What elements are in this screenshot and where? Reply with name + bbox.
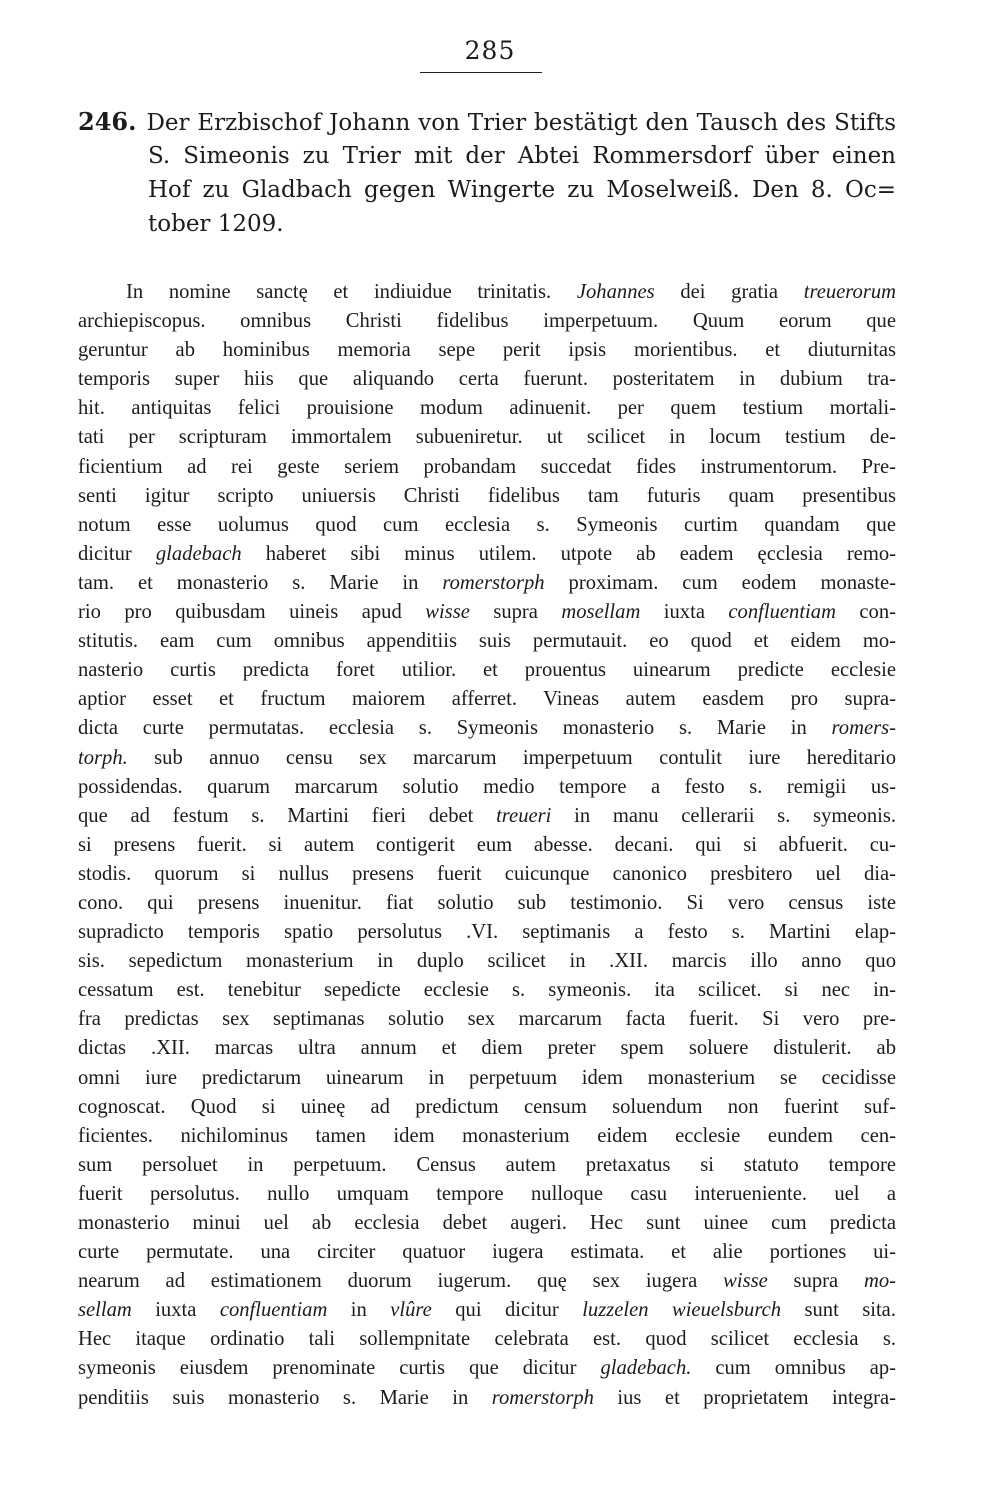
text-line: [78, 1122, 896, 1151]
text-line: [78, 1296, 896, 1325]
text-line: [78, 1238, 896, 1267]
text-line: [78, 307, 896, 336]
text-line: [78, 685, 896, 714]
text-line: [78, 773, 896, 802]
document-number: 246.: [78, 107, 137, 136]
text-segment: notum esse uolumus quod cum ecclesia s. Symeonis curtim quandam que: [78, 513, 896, 536]
heading-line: [78, 105, 896, 139]
italic-segment: gladebach: [155, 542, 242, 565]
text-segment: monasterio minui uel ab ecclesia debet augeri. Hec sunt uinee cum predicta: [78, 1212, 896, 1234]
text-line: [78, 482, 896, 511]
italic-segment: Johannes: [576, 281, 655, 303]
heading-line: tober 1209.: [148, 211, 284, 237]
text-segment: ficientium ad rei geste seriem probandam succedat fides instrumentorum. Pre-: [78, 455, 896, 478]
text-line: [78, 1034, 896, 1063]
text-segment: Hec itaque ordinatio tali sollempnitate celebrata est. quod scilicet ecclesia s.: [78, 1328, 896, 1351]
text-line: [78, 365, 896, 394]
text-segment: possidendas. quarum marcarum solutio medio tempore a festo s. remigii us-: [78, 775, 896, 798]
text-segment: si presens fuerit. si autem contigerit eum abesse. decani. qui si abfuerit. cu-: [78, 833, 896, 856]
text-line: [78, 1093, 896, 1122]
text-segment: cognoscat. Quod si uineę ad predictum censum soluendum non fuerint suf-: [78, 1095, 896, 1118]
italic-segment: confluentiam: [219, 1299, 328, 1322]
text-segment: dei gratia: [654, 281, 804, 303]
text-segment: supra: [469, 601, 562, 624]
text-segment: omni iure predictarum uinearum in perpetuum idem monasterium se cecidisse: [78, 1066, 896, 1089]
italic-segment: gladebach.: [600, 1357, 692, 1380]
text-segment: cum omnibus ap-: [691, 1357, 897, 1380]
italic-segment: mo-: [863, 1270, 897, 1293]
text-segment: penditiis suis monasterio s. Marie in: [78, 1386, 492, 1409]
text-line: [78, 540, 896, 569]
text-segment: proximam. cum eodem monaste-: [544, 571, 896, 594]
text-segment: iuxta: [131, 1299, 220, 1322]
text-segment: geruntur ab hominibus memoria sepe perit ipsis morientibus. et diuturnitas: [78, 339, 896, 362]
text-segment: cono. qui presens inuenitur. fiat solutio sub testimonio. Si vero census iste: [78, 891, 896, 914]
text-segment: fuerit persolutus. nullo umquam tempore nulloque casu interueniente. uel a: [78, 1182, 896, 1205]
text-line: [78, 569, 896, 598]
italic-segment: vlûre: [390, 1299, 432, 1322]
text-line: [78, 976, 896, 1005]
text-segment: stitutis. eam cum omnibus appenditiis suis permutauit. eo quod et eidem mo-: [78, 630, 896, 653]
italic-segment: mosellam: [561, 601, 641, 624]
text-segment: que ad festum s. Martini fieri debet: [78, 804, 497, 827]
text-segment: nasterio curtis predicta foret utilior. et prouentus uinearum predicte ecclesie: [78, 659, 896, 682]
text-segment: dicitur: [78, 542, 156, 565]
charter-text: [78, 278, 896, 1413]
italic-segment: sellam: [78, 1299, 132, 1322]
italic-segment: torph.: [78, 746, 128, 769]
italic-segment: romerstorph: [491, 1386, 594, 1409]
text-line: [78, 656, 896, 685]
text-line: [78, 627, 896, 656]
text-segment: dictas .XII. marcas ultra annum et diem preter spem soluere distulerit. ab: [78, 1037, 896, 1060]
text-line: [78, 1384, 896, 1413]
text-line: [78, 714, 896, 743]
heading-line: S. Simeonis zu Trier mit der Abtei Rommersdorf über einen: [148, 143, 896, 169]
italic-segment: wisse: [425, 601, 470, 624]
text-segment: sis. sepedictum monasterium in duplo scilicet in .XII. marcis illo anno quo: [78, 950, 896, 973]
text-segment: supra: [767, 1270, 864, 1293]
text-line: [78, 511, 896, 540]
text-line: [78, 598, 896, 627]
text-segment: dicta curte permutatas. ecclesia s. Symeonis monasterio s. Marie in: [78, 717, 832, 740]
text-line: [78, 394, 896, 423]
text-segment: cessatum est. tenebitur sepedicte ecclesie s. symeonis. ita scilicet. si nec in-: [78, 979, 896, 1002]
heading-line: Hof zu Gladbach gegen Wingerte zu Moselweiß. Den 8. Oc=: [148, 177, 896, 203]
text-line: [78, 889, 896, 918]
text-segment: sunt sita.: [781, 1299, 896, 1322]
italic-segment: confluentiam: [728, 601, 836, 624]
text-segment: fra predictas sex septimanas solutio sex marcarum facta fuerit. Si vero pre-: [78, 1008, 896, 1031]
text-segment: symeonis eiusdem prenominate curtis que dicitur: [78, 1357, 601, 1380]
italic-segment: romerstorph: [442, 571, 545, 594]
text-segment: ficientes. nichilominus tamen idem monasterium eidem ecclesie eundem cen-: [78, 1124, 896, 1147]
text-line: [78, 1180, 896, 1209]
text-line: [78, 278, 896, 307]
text-segment: con-: [835, 601, 896, 624]
text-segment: curte permutate. una circiter quatuor iugera estimata. et alie portiones ui-: [78, 1241, 896, 1264]
italic-segment: treuerorum: [803, 281, 896, 303]
page-number: 285: [464, 36, 516, 65]
text-segment: stodis. quorum si nullus presens fuerit cuicunque canonico presbitero uel dia-: [78, 862, 896, 885]
text-line: [78, 802, 896, 831]
text-line: [78, 1267, 896, 1296]
text-segment: tam. et monasterio s. Marie in: [78, 571, 443, 594]
text-segment: nearum ad estimationem duorum iugerum. quę sex iugera: [78, 1270, 724, 1293]
text-segment: temporis super hiis que aliquando certa fuerunt. posteritatem in dubium tra-: [78, 368, 896, 391]
text-line: [78, 1209, 896, 1238]
text-line: [78, 744, 896, 773]
text-line: [78, 336, 896, 365]
text-line: [78, 453, 896, 482]
text-segment: sub annuo censu sex marcarum imperpetuum contulit iure hereditario: [127, 746, 896, 769]
text-segment: senti igitur scripto uniuersis Christi fidelibus tam futuris quam presentibus: [78, 484, 896, 507]
text-line: [78, 423, 896, 452]
text-segment: hit. antiquitas felici prouisione modum adinuenit. per quem testium mortali-: [78, 397, 896, 420]
italic-segment: wisse: [723, 1270, 768, 1293]
text-line: [78, 1064, 896, 1093]
text-segment: haberet sibi minus utilem. utpote ab eadem ęcclesia remo-: [241, 542, 896, 565]
text-segment: In nomine sanctę et indiuidue trinitatis.: [126, 281, 577, 303]
text-line: [78, 1325, 896, 1354]
text-line: [78, 1151, 896, 1180]
italic-segment: treueri: [496, 804, 552, 827]
text-line: [78, 1354, 896, 1383]
text-line: [78, 860, 896, 889]
document-heading: [78, 105, 896, 241]
text-segment: supradicto temporis spatio persolutus .VI. septimanis a festo s. Martini elap-: [78, 921, 896, 944]
text-segment: aptior esset et fructum maiorem afferret. Vineas autem easdem pro supra-: [78, 688, 896, 711]
text-segment: in manu cellerarii s. symeonis.: [551, 804, 897, 827]
text-segment: iuxta: [640, 601, 729, 624]
text-line: [78, 1005, 896, 1034]
text-line: [78, 831, 896, 860]
text-segment: rio pro quibusdam uineis apud: [78, 601, 426, 624]
text-segment: tati per scripturam immortalem subueniretur. ut scilicet in locum testium de-: [78, 426, 896, 449]
text-segment: qui dicitur: [431, 1299, 583, 1322]
text-line: [78, 947, 896, 976]
text-line: [78, 918, 896, 947]
italic-segment: romers-: [831, 717, 896, 740]
text-segment: ius et proprietatem integra-: [593, 1386, 896, 1409]
heading-line-text: Der Erzbischof Johann von Trier bestätigt den Tausch des Stifts: [146, 110, 896, 136]
text-segment: sum persoluet in perpetuum. Census autem pretaxatus si statuto tempore: [78, 1153, 896, 1176]
text-segment: archiepiscopus. omnibus Christi fidelibus imperpetuum. Quum eorum que: [78, 310, 896, 333]
italic-segment: luzzelen wieuelsburch: [582, 1299, 782, 1322]
page-number-rule: [420, 72, 542, 73]
text-segment: in: [327, 1299, 391, 1322]
